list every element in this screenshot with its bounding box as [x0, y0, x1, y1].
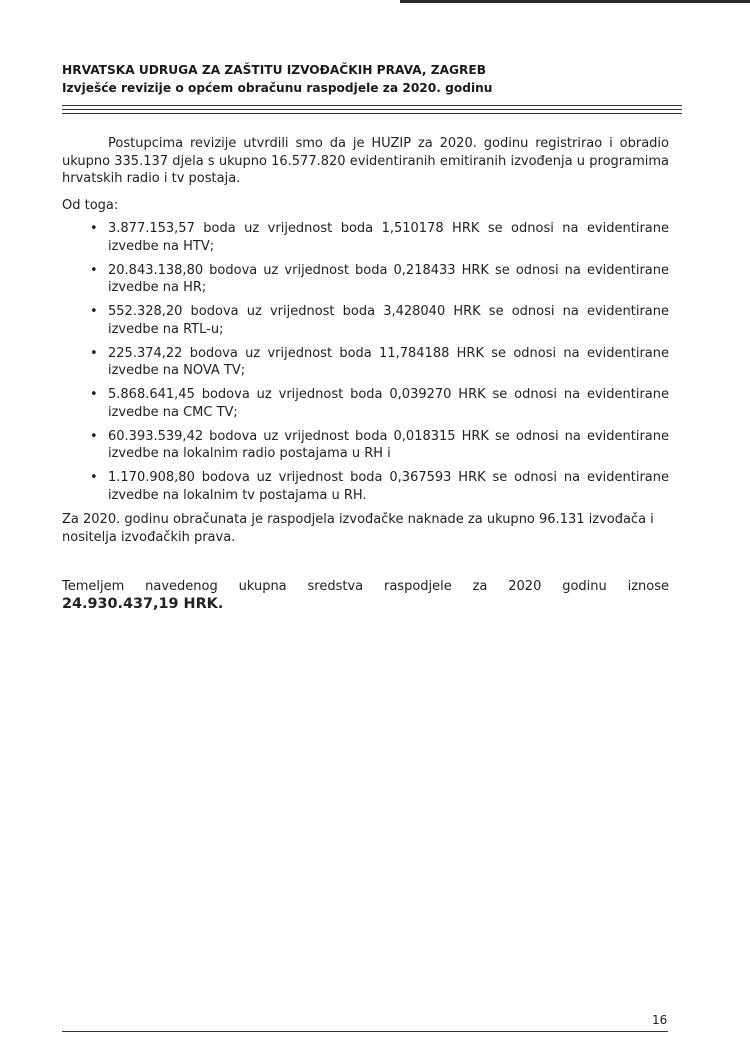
list-item [62, 220, 669, 255]
list-item-text: 3.877.153,57 boda uz vrijednost boda 1,510178 HRK se odnosi na evidentirane izvedbe na HTV; [108, 221, 669, 254]
bullet-icon: • [90, 345, 98, 361]
header-rule-bottom [62, 113, 682, 114]
list-item [62, 345, 669, 380]
document-header [62, 61, 682, 97]
bullet-icon: • [90, 387, 98, 402]
total-amount: 24.930.437,19 HRK. [62, 595, 224, 612]
list-item [62, 386, 669, 421]
list-item-text: 5.868.641,45 bodova uz vrijednost boda 0,039270 HRK se odnosi na evidentirane izvedbe na CMC TV; [108, 387, 669, 420]
list-item-text: 60.393.539,42 bodova uz vrijednost boda 0,018315 HRK se odnosi na evidentirane izvedbe na lokalnim radio postajama u RH i [108, 428, 669, 461]
list-item-text: 552.328,20 bodova uz vrijednost boda 3,428040 HRK se odnosi na evidentirane izvedbe na RTL-u; [108, 304, 669, 337]
list-item [62, 428, 669, 463]
report-subtitle: Izvješće revizije o općem obračunu raspodjele za 2020. godinu [62, 81, 493, 95]
page-number: 16 [652, 1013, 668, 1027]
bullet-icon: • [90, 304, 98, 319]
bullet-icon: • [90, 470, 98, 485]
scan-edge-mark [400, 0, 750, 3]
list-item [62, 262, 669, 297]
header-rule-top [62, 105, 682, 106]
od-toga-label: Od toga: [62, 197, 119, 213]
document-body [62, 135, 669, 613]
bullet-icon: • [90, 428, 98, 444]
header-rule-middle [62, 109, 682, 110]
total-text: Temeljem navedenog ukupna sredstva raspodjele za 2020 godinu iznose [62, 579, 669, 594]
list-item-text: 1.170.908,80 bodova uz vrijednost boda 0,367593 HRK se odnosi na evidentirane izvedbe na lokalnim tv postajama u RH. [108, 470, 669, 503]
organization-title: HRVATSKA UDRUGA ZA ZAŠTITU IZVOĐAČKIH PRAVA, ZAGREB [62, 63, 487, 77]
list-item-text: 20.843.138,80 bodova uz vrijednost boda 0,218433 HRK se odnosi na evidentirane izvedbe na HR; [108, 262, 669, 295]
list-item [62, 469, 669, 504]
points-list [62, 220, 669, 504]
bullet-icon: • [90, 221, 98, 236]
list-item-text: 225.374,22 bodova uz vrijednost boda 11,784188 HRK se odnosi na evidentirane izvedbe na NOVA TV; [108, 345, 669, 378]
footer-rule [62, 1031, 668, 1032]
total-paragraph [62, 578, 669, 613]
summary-paragraph: Za 2020. godinu obračunata je raspodjela izvođačke naknade za ukupno 96.131 izvođača i nositelja izvođačkih prava. [62, 512, 654, 545]
list-item [62, 303, 669, 338]
bullet-icon: • [90, 262, 98, 278]
intro-paragraph: Postupcima revizije utvrdili smo da je HUZIP za 2020. godinu registrirao i obradio ukupno 335.137 djela s ukupno 16.577.820 evidentiranih emitiranih izvođenja u programima hrvatskih radio i tv postaja. [62, 136, 669, 186]
